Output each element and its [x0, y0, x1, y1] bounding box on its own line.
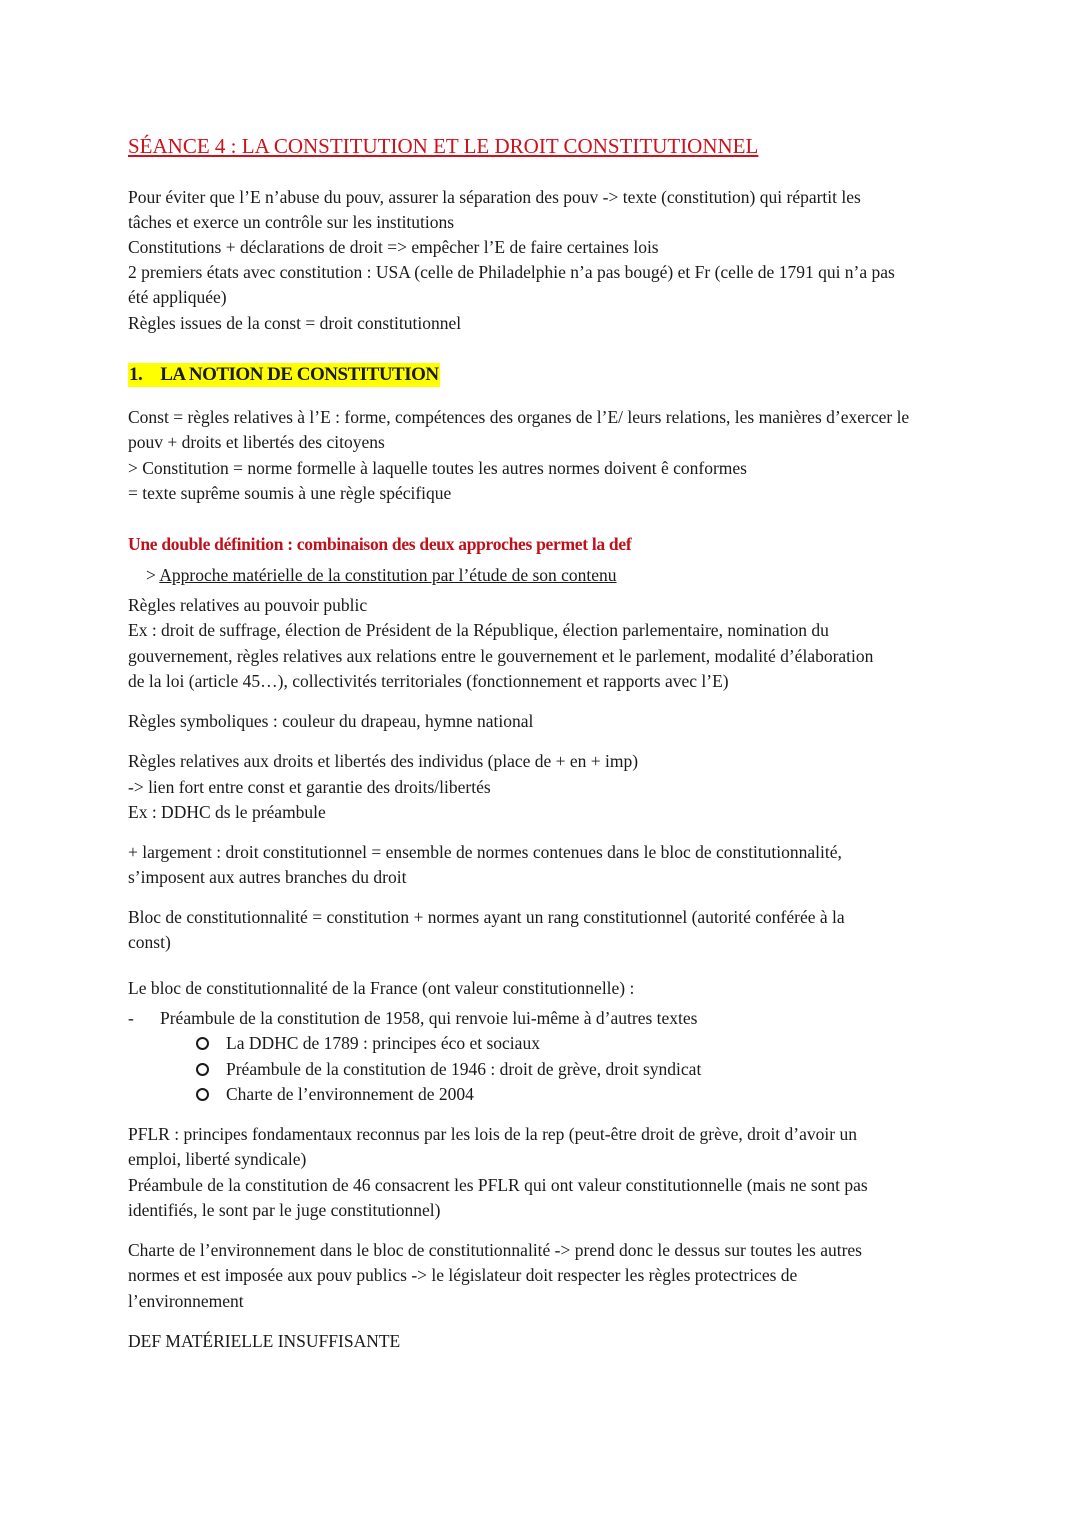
circle-item-text: La DDHC de 1789 : principes éco et sociaux	[226, 1033, 540, 1053]
dash-list-item	[128, 1006, 697, 1030]
circle-item-text: Charte de l’environnement de 2004	[226, 1084, 474, 1104]
body-line: identifiés, le sont par le juge constitutionnel)	[128, 1200, 441, 1220]
definition-line: > Constitution = norme formelle à laquelle toutes les autres normes doivent ê conformes	[128, 458, 747, 478]
section-number: 1.	[129, 364, 143, 385]
body-line: Bloc de constitutionnalité = constitution + normes ayant un rang constitutionnel (autorité conférée à la	[128, 907, 845, 927]
definition-line: = texte suprême soumis à une règle spécifique	[128, 483, 452, 503]
body-line: const)	[128, 932, 171, 952]
body-line: Charte de l’environnement dans le bloc de constitutionnalité -> prend donc le dessus sur toutes les autres	[128, 1240, 862, 1260]
body-line: -> lien fort entre const et garantie des droits/libertés	[128, 777, 491, 797]
body-line: DEF MATÉRIELLE INSUFFISANTE	[128, 1331, 401, 1351]
intro-line: Constitutions + déclarations de droit => empêcher l’E de faire certaines lois	[128, 237, 659, 257]
body-line: Préambule de la constitution de 46 consacrent les PFLR qui ont valeur constitutionnelle (mais ne sont pas	[128, 1175, 868, 1195]
subheading-prefix: >	[146, 565, 160, 585]
circle-bullet-icon	[196, 1031, 226, 1055]
approach-subheading	[146, 563, 617, 587]
subheading-label: Approche matérielle de la constitution par l’étude de son contenu	[159, 565, 617, 585]
body-line: + largement : droit constitutionnel = ensemble de normes contenues dans le bloc de constitutionnalité,	[128, 842, 842, 862]
circle-bullet-icon	[196, 1082, 226, 1106]
circle-list-item	[196, 1031, 540, 1055]
section-heading-1	[128, 363, 440, 387]
body-line: l’environnement	[128, 1291, 244, 1311]
intro-line: tâches et exerce un contrôle sur les institutions	[128, 212, 455, 232]
circle-item-text: Préambule de la constitution de 1946 : droit de grève, droit syndicat	[226, 1059, 702, 1079]
body-line: Règles symboliques : couleur du drapeau, hymne national	[128, 711, 534, 731]
dash-bullet: -	[128, 1008, 134, 1028]
page-title: SÉANCE 4 : LA CONSTITUTION ET LE DROIT CONSTITUTIONNEL	[128, 134, 759, 158]
intro-line: Règles issues de la const = droit constitutionnel	[128, 313, 462, 333]
body-line: Règles relatives aux droits et libertés des individus (place de + en + imp)	[128, 751, 639, 771]
intro-line: Pour éviter que l’E n’abuse du pouv, assurer la séparation des pouv -> texte (constitution) qui répartit les	[128, 187, 861, 207]
circle-list-item	[196, 1082, 474, 1106]
body-line: de la loi (article 45…), collectivités territoriales (fonctionnement et rapports avec l’E)	[128, 671, 729, 691]
definition-line: Const = règles relatives à l’E : forme, compétences des organes de l’E/ leurs relations, les manières d’exercer le	[128, 407, 910, 427]
red-subheading: Une double définition : combinaison des deux approches permet la def	[128, 534, 632, 554]
section-label: LA NOTION DE CONSTITUTION	[160, 364, 439, 385]
definition-line: pouv + droits et libertés des citoyens	[128, 432, 385, 452]
body-line: PFLR : principes fondamentaux reconnus par les lois de la rep (peut-être droit de grève, droit d’avoir un	[128, 1124, 857, 1144]
body-line: Ex : droit de suffrage, élection de Président de la République, élection parlementaire, nomination du	[128, 620, 829, 640]
circle-list-item	[196, 1057, 701, 1081]
circle-bullet-icon	[196, 1057, 226, 1081]
dash-item-text: Préambule de la constitution de 1958, qui renvoie lui-même à d’autres textes	[160, 1008, 698, 1028]
body-line: gouvernement, règles relatives aux relations entre le gouvernement et le parlement, modalité d’élaboration	[128, 646, 874, 666]
intro-line: 2 premiers états avec constitution : USA (celle de Philadelphie n’a pas bougé) et Fr (celle de 1791 qui n’a pas	[128, 262, 895, 282]
intro-line: été appliquée)	[128, 287, 227, 307]
body-line: s’imposent aux autres branches du droit	[128, 867, 407, 887]
body-line: normes et est imposée aux pouv publics -> le législateur doit respecter les règles protectrices de	[128, 1265, 798, 1285]
body-line: Le bloc de constitutionnalité de la France (ont valeur constitutionnelle) :	[128, 978, 635, 998]
body-line: Ex : DDHC ds le préambule	[128, 802, 326, 822]
body-line: emploi, liberté syndicale)	[128, 1149, 307, 1169]
body-line: Règles relatives au pouvoir public	[128, 595, 368, 615]
